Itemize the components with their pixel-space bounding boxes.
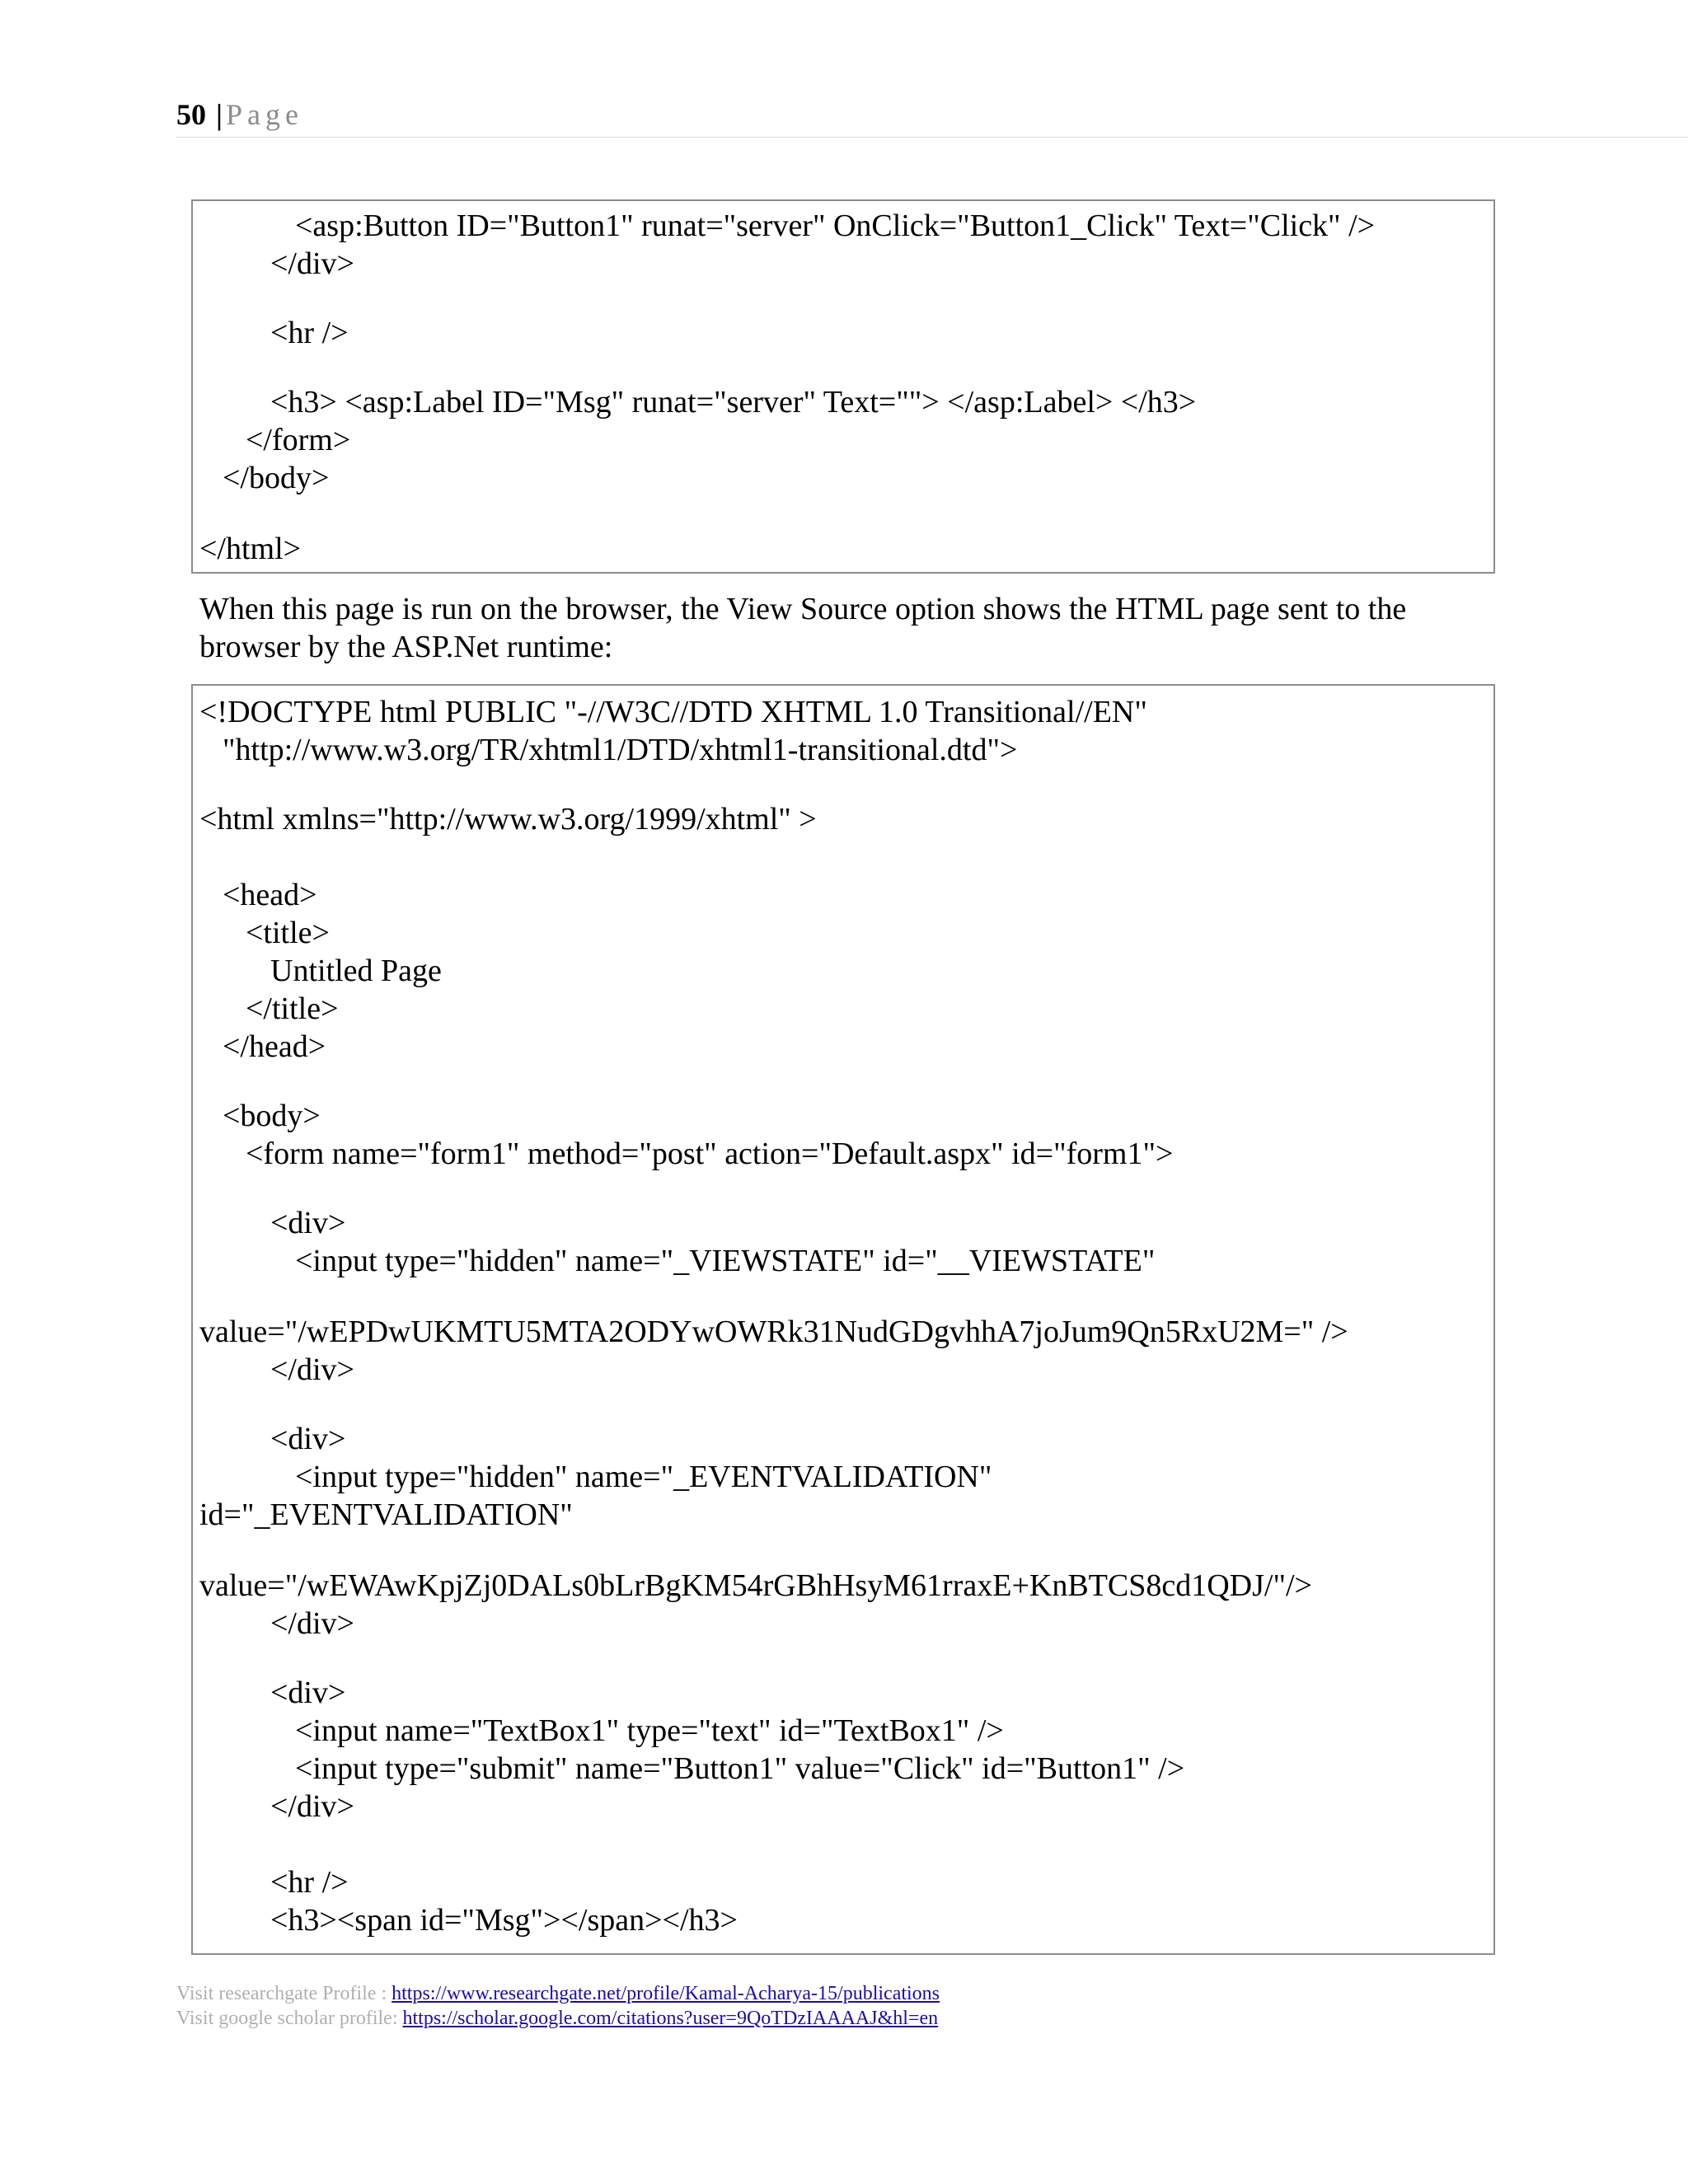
code-line: <asp:Button ID="Button1" runat="server" OnClick="Button1_Click" Text="Click" /> <box>295 209 1376 243</box>
footer-researchgate <box>176 1981 940 2006</box>
code-line: <head> <box>223 878 317 912</box>
code-line: <form name="form1" method="post" action="Default.aspx" id="form1"> <box>246 1137 1174 1171</box>
code-line: <body> <box>223 1099 321 1133</box>
code-line: <input type="hidden" name="_EVENTVALIDATION" <box>295 1460 992 1494</box>
code-line: <input name="TextBox1" type="text" id="TextBox1" /> <box>295 1713 1004 1748</box>
google-scholar-link[interactable]: https://scholar.google.com/citations?user=9QoTDzIAAAAJ&hl=en <box>402 2008 939 2029</box>
code-line: id="_EVENTVALIDATION" <box>199 1497 573 1532</box>
code-line: <hr /> <box>270 316 349 350</box>
page-header <box>176 97 1688 138</box>
code-line: </form> <box>246 423 351 457</box>
page-number: 50 <box>176 98 206 131</box>
code-line: <!DOCTYPE html PUBLIC "-//W3C//DTD XHTML 1.0 Transitional//EN" <box>199 695 1147 729</box>
footer-label: Visit researchgate Profile : <box>176 1983 392 2004</box>
code-line: Untitled Page <box>270 954 442 988</box>
code-line: <html xmlns="http://www.w3.org/1999/xhtml" > <box>199 802 817 837</box>
code-line: </div> <box>270 1606 354 1641</box>
code-line: </title> <box>246 991 339 1026</box>
researchgate-link[interactable]: https://www.researchgate.net/profile/Kamal-Acharya-15/publications <box>392 1983 940 2004</box>
code-line: <div> <box>270 1675 346 1710</box>
code-line: <div> <box>270 1206 346 1240</box>
code-line: </body> <box>223 461 330 495</box>
code-line: <input type="submit" name="Button1" value="Click" id="Button1" /> <box>295 1751 1185 1786</box>
code-line: </div> <box>270 1789 354 1824</box>
code-line: value="/wEPDwUKMTU5MTA2ODYwOWRk31NudGDgvhhA7joJum9Qn5RxU2M=" /> <box>199 1315 1348 1349</box>
code-line: </div> <box>270 1352 354 1387</box>
page-word: Page <box>226 98 303 131</box>
body-paragraph: When this page is run on the browser, the View Source option shows the HTML page sent to the browser by the ASP.Net runtime: <box>199 592 1407 664</box>
code-line: <h3><span id="Msg"></span></h3> <box>270 1903 738 1938</box>
code-line: value="/wEWAwKpjZj0DALs0bLrBgKM54rGBhHsyM61rraxE+KnBTCS8cd1QDJ/"/> <box>199 1568 1312 1603</box>
code-line: <h3> <asp:Label ID="Msg" runat="server" Text=""> </asp:Label> </h3> <box>270 385 1197 419</box>
header-separator: | <box>216 98 223 131</box>
code-line: </head> <box>223 1029 326 1064</box>
footer-google-scholar <box>176 2006 938 2031</box>
code-line: </html> <box>199 532 302 566</box>
code-line: <title> <box>246 916 330 950</box>
code-line: "http://www.w3.org/TR/xhtml1/DTD/xhtml1-transitional.dtd"> <box>223 733 1018 767</box>
code-line: </div> <box>270 246 354 281</box>
code-line: <hr /> <box>270 1865 349 1900</box>
footer-label: Visit google scholar profile: <box>176 2008 403 2029</box>
code-line: <div> <box>270 1422 346 1456</box>
code-line: <input type="hidden" name="_VIEWSTATE" id="__VIEWSTATE" <box>295 1244 1156 1278</box>
